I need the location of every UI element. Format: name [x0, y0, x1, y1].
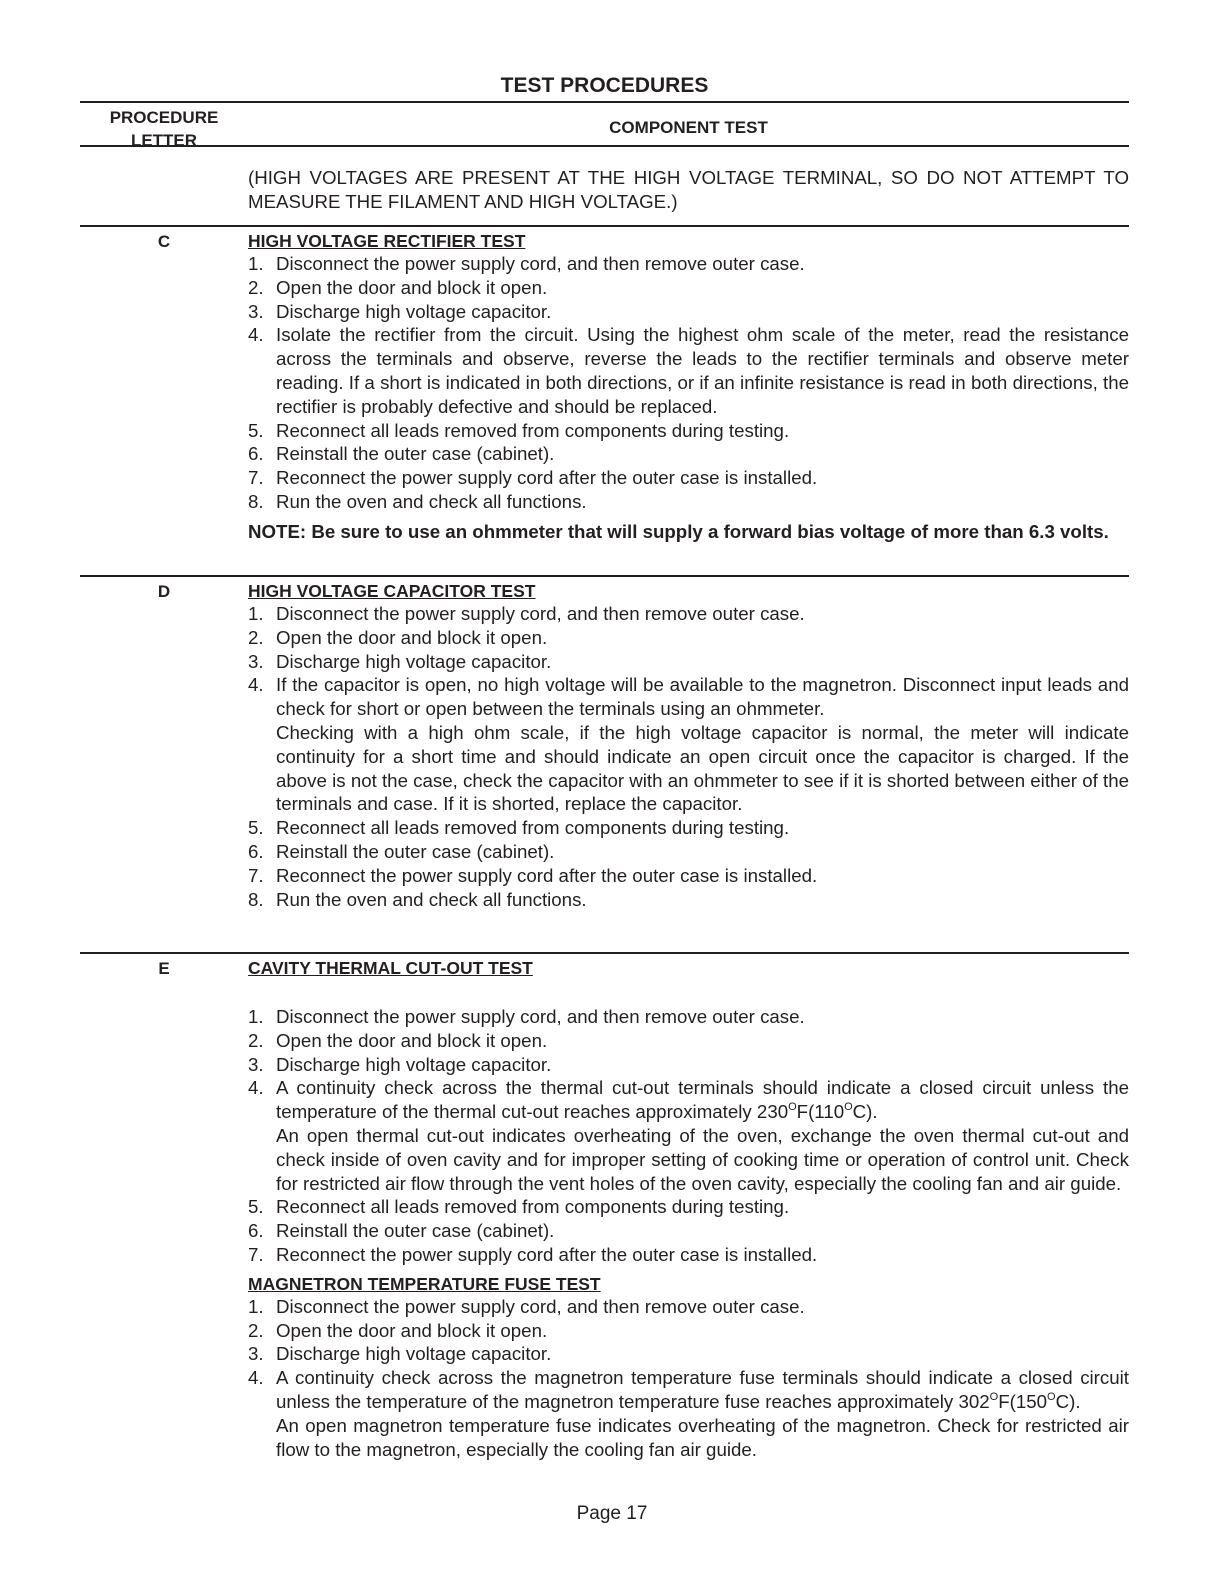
step-text: Open the door and block it open.: [276, 1319, 548, 1341]
step-number: 3.: [248, 1343, 264, 1365]
procedure-letter-header-line1: PROCEDURE: [109, 108, 219, 127]
list-item: [248, 602, 1129, 626]
step-text-continued: Checking with a high ohm scale, if the high voltage capacitor is normal, the meter will indicate continuity for a short time and should indicate an open circuit once the capacitor is charged. If the above is not the case, check the capacitor with an ohmmeter to see if it is shorted between either of the terminals and case. If it is shorted, replace the capacitor.: [276, 721, 1129, 815]
section-d-rule: [80, 575, 1129, 577]
step-text-part: F(150: [998, 1390, 1048, 1412]
section-d-content: [248, 580, 1129, 911]
intro-warning-text: (HIGH VOLTAGES ARE PRESENT AT THE HIGH VOLTAGE TERMINAL, SO DO NOT ATTEMPT TO MEASURE THE FILAMENT AND HIGH VOLTAGE.): [248, 167, 1129, 212]
step-number: 3.: [248, 300, 264, 322]
step-number: 3.: [248, 1053, 264, 1075]
header-bottom-rule: [80, 145, 1129, 147]
step-number: 4.: [248, 324, 264, 346]
list-item: [248, 816, 1129, 840]
step-text: Reconnect the power supply cord after the outer case is installed.: [276, 1243, 818, 1265]
step-number: 2.: [248, 1029, 264, 1051]
list-item: [248, 1319, 1129, 1343]
header-top-rule: [80, 101, 1129, 103]
list-item: [248, 1076, 1129, 1195]
procedure-letter-header-line2: LETTER: [130, 131, 198, 150]
step-text-part: A continuity check across the thermal cut-out terminals should indicate a closed circuit unless the temperature of the thermal cut-out reaches approximately 230: [276, 1077, 1129, 1123]
step-text-part: C).: [1055, 1390, 1081, 1412]
step-number: 1.: [248, 1295, 264, 1317]
step-text: Discharge high voltage capacitor.: [276, 650, 552, 672]
step-text: Open the door and block it open.: [276, 626, 548, 648]
step-text: Reconnect all leads removed from components during testing.: [276, 419, 790, 441]
section-e-rule: [80, 952, 1129, 954]
section-d-steps: [248, 602, 1129, 911]
list-item: [248, 1219, 1129, 1243]
step-text: Disconnect the power supply cord, and then remove outer case.: [276, 253, 805, 274]
step-number: 2.: [248, 1319, 264, 1341]
degree-superscript: O: [788, 1101, 797, 1114]
step-number: 6.: [248, 1220, 264, 1242]
step-text: Reconnect the power supply cord after the outer case is installed.: [276, 467, 818, 489]
step-number: 5.: [248, 817, 264, 839]
step-text: Reinstall the outer case (cabinet).: [276, 840, 555, 862]
step-text: [276, 1076, 1129, 1124]
step-number: 5.: [248, 419, 264, 441]
step-number: 6.: [248, 443, 264, 465]
step-text: Reconnect all leads removed from components during testing.: [276, 817, 790, 839]
degree-superscript: O: [844, 1101, 853, 1114]
section-d-title: HIGH VOLTAGE CAPACITOR TEST: [248, 581, 536, 601]
step-number: 4.: [248, 674, 264, 696]
step-number: 1.: [248, 1006, 264, 1027]
list-item: [248, 276, 1129, 300]
section-d-letter: D: [157, 582, 171, 601]
step-number: 8.: [248, 888, 264, 910]
step-text: Reinstall the outer case (cabinet).: [276, 443, 555, 465]
list-item: [248, 1053, 1129, 1077]
step-text: Open the door and block it open.: [276, 1029, 548, 1051]
list-item: [248, 490, 1129, 514]
page-number: Page 17: [576, 1503, 648, 1524]
step-text-continued: An open magnetron temperature fuse indicates overheating of the magnetron. Check for restricted air flow to the magnetron, especially the cooling fan air guide.: [276, 1414, 1129, 1460]
step-number: 7.: [248, 1243, 264, 1265]
list-item: [248, 1366, 1129, 1461]
step-number: 1.: [248, 603, 264, 624]
step-number: 7.: [248, 467, 264, 489]
list-item: [248, 1342, 1129, 1366]
list-item: [248, 252, 1129, 276]
step-number: 5.: [248, 1196, 264, 1218]
step-text: Run the oven and check all functions.: [276, 490, 587, 512]
list-item: [248, 1295, 1129, 1319]
step-text-part: C).: [852, 1101, 878, 1123]
component-test-header: COMPONENT TEST: [609, 118, 768, 137]
step-text-part: A continuity check across the magnetron temperature fuse terminals should indicate a closed circuit unless the temperature of the magnetron temperature fuse reaches approximately 302: [276, 1367, 1129, 1412]
step-text: Discharge high voltage capacitor.: [276, 1053, 552, 1075]
section-c-title: HIGH VOLTAGE RECTIFIER TEST: [248, 231, 526, 251]
step-number: 2.: [248, 276, 264, 298]
list-item: [248, 442, 1129, 466]
step-text: Disconnect the power supply cord, and then remove outer case.: [276, 603, 805, 624]
list-item: [248, 419, 1129, 443]
page-title: TEST PROCEDURES: [500, 74, 709, 97]
step-text: Reconnect all leads removed from components during testing.: [276, 1196, 790, 1218]
intro-warning: [248, 166, 1129, 214]
list-item: [248, 864, 1129, 888]
step-text: Reinstall the outer case (cabinet).: [276, 1220, 555, 1242]
step-text: Discharge high voltage capacitor.: [276, 300, 552, 322]
step-text: [276, 1366, 1129, 1414]
magnetron-fuse-title: MAGNETRON TEMPERATURE FUSE TEST: [248, 1273, 601, 1294]
degree-superscript: O: [1047, 1390, 1056, 1403]
step-text: If the capacitor is open, no high voltage will be available to the magnetron. Disconnect input leads and check for short or open between the terminals using an ohmmeter.: [276, 674, 1129, 720]
step-text: Isolate the rectifier from the circuit. Using the highest ohm scale of the meter, read the resistance across the terminals and observe, reverse the leads to the rectifier terminals and observe meter reading. If a short is indicated in both directions, or if an infinite resistance is read in both directions, the rectifier is probably defective and should be replaced.: [276, 324, 1129, 417]
step-text: Run the oven and check all functions.: [276, 888, 587, 910]
step-text: Disconnect the power supply cord, and then remove outer case.: [276, 1295, 805, 1317]
section-c-content: [248, 230, 1129, 544]
step-text-continued: An open thermal cut-out indicates overheating of the oven, exchange the oven thermal cut-out and check inside of oven cavity and for improper setting of cooking time or operation of control unit. Check for restricted air flow through the vent holes of the oven cavity, especially the cooling fan and air guide.: [276, 1124, 1129, 1194]
step-number: 4.: [248, 1077, 264, 1099]
step-number: 2.: [248, 626, 264, 648]
section-e-letter: E: [158, 959, 170, 978]
list-item: [248, 323, 1129, 418]
list-item: [248, 626, 1129, 650]
step-text: Disconnect the power supply cord, and then remove outer case.: [276, 1006, 805, 1027]
section-c-note: NOTE: Be sure to use an ohmmeter that will supply a forward bias voltage of more than 6.3 volts.: [248, 520, 1109, 542]
step-number: 7.: [248, 864, 264, 886]
section-e-title: CAVITY THERMAL CUT-OUT TEST: [248, 958, 533, 978]
list-item: [248, 1195, 1129, 1219]
magnetron-fuse-steps: [248, 1295, 1129, 1462]
step-text: Discharge high voltage capacitor.: [276, 1343, 552, 1365]
list-item: [248, 466, 1129, 490]
step-number: 4.: [248, 1367, 264, 1389]
list-item: [248, 300, 1129, 324]
step-number: 6.: [248, 840, 264, 862]
list-item: [248, 673, 1129, 816]
step-text: Reconnect the power supply cord after the outer case is installed.: [276, 864, 818, 886]
step-text: Open the door and block it open.: [276, 276, 548, 298]
list-item: [248, 1029, 1129, 1053]
list-item: [248, 1243, 1129, 1267]
step-number: 8.: [248, 490, 264, 512]
list-item: [248, 650, 1129, 674]
section-c-steps: [248, 252, 1129, 514]
section-c-letter: C: [157, 232, 171, 251]
section-c-rule: [80, 225, 1129, 227]
list-item: [248, 1005, 1129, 1029]
section-e-steps: [248, 1005, 1129, 1267]
list-item: [248, 840, 1129, 864]
step-number: 3.: [248, 650, 264, 672]
list-item: [248, 888, 1129, 912]
section-e-content: [248, 957, 1129, 1461]
degree-superscript: O: [989, 1390, 999, 1403]
step-text-part: F(110: [796, 1101, 845, 1123]
step-number: 1.: [248, 253, 264, 274]
